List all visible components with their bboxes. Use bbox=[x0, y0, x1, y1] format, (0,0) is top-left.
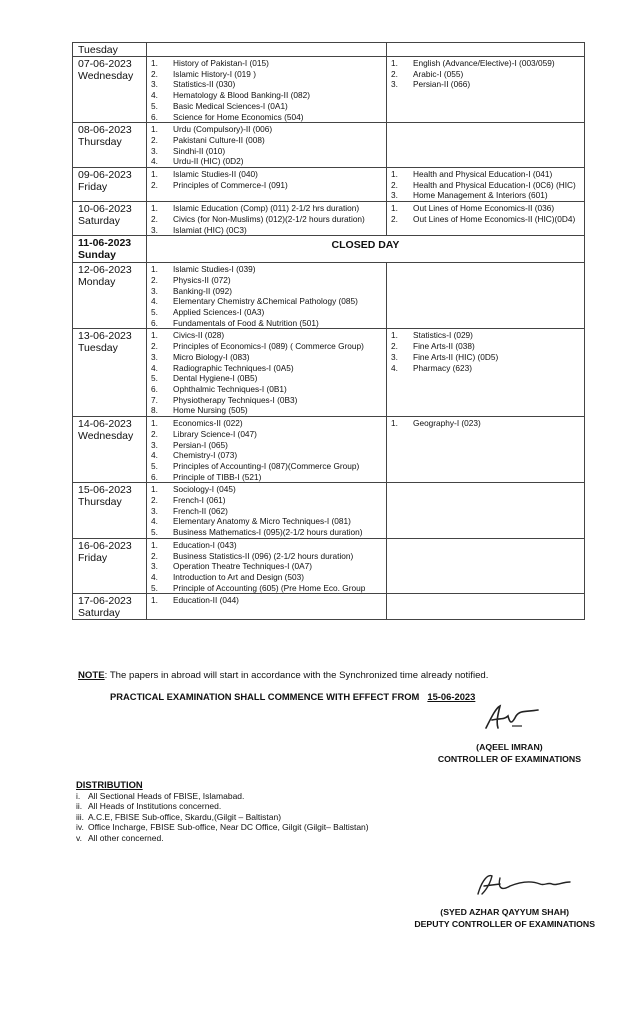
paper-title: French-I (061) bbox=[173, 495, 226, 506]
morning-papers bbox=[147, 329, 387, 417]
schedule-row bbox=[73, 57, 585, 123]
exam-date: 08-06-2023 bbox=[78, 124, 132, 137]
paper-number: 6. bbox=[151, 383, 158, 394]
paper-item bbox=[147, 156, 386, 167]
paper-item bbox=[147, 472, 386, 483]
paper-title: Introduction to Art and Design (503) bbox=[173, 571, 304, 582]
paper-item bbox=[387, 69, 584, 80]
paper-title: Urdu (Compulsory)-II (006) bbox=[173, 124, 273, 135]
paper-number: 1. bbox=[151, 418, 158, 429]
paper-number: 4. bbox=[151, 296, 158, 307]
paper-number: 5. bbox=[151, 582, 158, 593]
schedule-row bbox=[73, 236, 585, 263]
paper-number: 2. bbox=[151, 213, 158, 224]
distribution-text: Office Incharge, FBISE Sub-office, Near DC Office, Gilgit (Gilgit– Baltistan) bbox=[88, 822, 369, 833]
exam-day: Monday bbox=[78, 276, 116, 289]
morning-papers bbox=[147, 57, 387, 123]
paper-item bbox=[147, 352, 386, 363]
exam-date: 07-06-2023 bbox=[78, 58, 132, 70]
date-cell bbox=[73, 202, 147, 236]
paper-item bbox=[147, 90, 386, 101]
paper-number: 4. bbox=[151, 156, 158, 167]
paper-item bbox=[387, 180, 584, 191]
paper-item bbox=[147, 169, 386, 180]
paper-number: 2. bbox=[151, 274, 158, 285]
morning-papers bbox=[147, 594, 387, 620]
paper-number: 3. bbox=[151, 351, 158, 362]
paper-number: 2. bbox=[391, 179, 398, 190]
paper-title: Civics (for Non-Muslims) (012)(2-1/2 hours duration) bbox=[173, 213, 365, 224]
paper-number: 1. bbox=[391, 330, 398, 341]
exam-day: Wednesday bbox=[78, 430, 134, 443]
paper-title: Basic Medical Sciences-I (0A1) bbox=[173, 100, 288, 111]
paper-item bbox=[147, 296, 386, 307]
paper-number: 4. bbox=[151, 516, 158, 527]
paper-item bbox=[147, 461, 386, 472]
evening-papers bbox=[387, 202, 585, 236]
evening-papers bbox=[387, 594, 585, 620]
morning-papers bbox=[147, 417, 387, 483]
paper-number: 3. bbox=[151, 561, 158, 572]
paper-number: 1. bbox=[391, 169, 398, 180]
paper-title: Fundamentals of Food & Nutrition (501) bbox=[173, 317, 319, 328]
schedule-row bbox=[73, 483, 585, 539]
paper-title: Science for Home Economics (504) bbox=[173, 111, 304, 122]
deputy-name: (SYED AZHAR QAYYUM SHAH) bbox=[440, 907, 570, 917]
paper-title: Operation Theatre Techniques-I (0A7) bbox=[173, 561, 312, 572]
paper-item bbox=[147, 112, 386, 123]
evening-papers bbox=[387, 123, 585, 168]
date-cell bbox=[73, 43, 147, 57]
paper-item bbox=[147, 516, 386, 527]
deputy-signature bbox=[470, 868, 580, 902]
paper-number: 1. bbox=[151, 484, 158, 495]
distribution-item bbox=[76, 791, 369, 802]
distribution-text: All Sectional Heads of FBISE, Islamabad. bbox=[88, 790, 245, 801]
date-cell bbox=[73, 483, 147, 539]
paper-number: 3. bbox=[151, 79, 158, 90]
paper-item bbox=[387, 363, 584, 374]
paper-number: 2. bbox=[151, 550, 158, 561]
evening-papers bbox=[387, 43, 585, 57]
paper-title: Islamiat (HIC) (0C3) bbox=[173, 224, 247, 235]
paper-item bbox=[147, 135, 386, 146]
evening-papers bbox=[387, 483, 585, 539]
paper-item bbox=[147, 203, 386, 214]
paper-title: English (Advance/Elective)-I (003/059) bbox=[413, 58, 555, 68]
paper-title: Statistics-I (029) bbox=[413, 330, 473, 341]
paper-item bbox=[147, 225, 386, 236]
paper-title: Pakistani Culture-II (008) bbox=[173, 134, 265, 145]
paper-number: 5. bbox=[151, 460, 158, 471]
morning-papers bbox=[147, 43, 387, 57]
morning-papers bbox=[147, 168, 387, 202]
paper-title: Education-I (043) bbox=[173, 539, 237, 550]
paper-title: Chemistry-I (073) bbox=[173, 450, 238, 461]
distribution-item bbox=[76, 812, 369, 823]
note bbox=[78, 670, 488, 681]
paper-number: 3. bbox=[151, 285, 158, 296]
paper-number: 6. bbox=[151, 111, 158, 122]
distribution-numeral: v. bbox=[76, 832, 82, 843]
paper-number: 2. bbox=[391, 341, 398, 352]
paper-item bbox=[147, 418, 386, 429]
paper-number: 1. bbox=[391, 203, 398, 214]
paper-item bbox=[147, 330, 386, 341]
practical-date: 15-06-2023 bbox=[427, 691, 476, 702]
paper-title: Applied Sciences-I (0A3) bbox=[173, 307, 265, 318]
distribution bbox=[76, 780, 369, 844]
paper-title: Ophthalmic Techniques-I (0B1) bbox=[173, 383, 287, 394]
paper-title: Fine Arts-II (038) bbox=[413, 341, 475, 352]
date-cell bbox=[73, 594, 147, 620]
paper-number: 1. bbox=[151, 203, 158, 214]
paper-title: Radiographic Techniques-I (0A5) bbox=[173, 362, 294, 373]
paper-number: 4. bbox=[151, 362, 158, 373]
paper-title: Civics-II (028) bbox=[173, 330, 225, 341]
paper-title: Sociology-I (045) bbox=[173, 484, 236, 495]
paper-number: 3. bbox=[391, 190, 398, 201]
paper-number: 3. bbox=[391, 351, 398, 362]
paper-number: 3. bbox=[151, 439, 158, 450]
paper-title: Islamic Studies-II (040) bbox=[173, 169, 258, 180]
paper-number: 2. bbox=[391, 213, 398, 224]
paper-item bbox=[387, 341, 584, 352]
paper-title: Banking-II (092) bbox=[173, 285, 233, 296]
exam-day: Thursday bbox=[78, 136, 122, 149]
paper-title: Sindhi-II (010) bbox=[173, 145, 226, 156]
paper-number: 1. bbox=[151, 169, 158, 180]
date-cell bbox=[73, 123, 147, 168]
paper-item bbox=[147, 572, 386, 583]
paper-number: 1. bbox=[151, 58, 158, 68]
exam-date: 14-06-2023 bbox=[78, 418, 132, 431]
paper-item bbox=[387, 203, 584, 214]
paper-number: 8. bbox=[151, 405, 158, 416]
paper-number: 1. bbox=[151, 595, 158, 606]
paper-number: 6. bbox=[151, 471, 158, 482]
distribution-item bbox=[76, 822, 369, 833]
distribution-text: All other concerned. bbox=[88, 832, 164, 843]
paper-number: 5. bbox=[151, 527, 158, 538]
paper-title: Fine Arts-II (HIC) (0D5) bbox=[413, 351, 499, 362]
paper-item bbox=[387, 169, 584, 180]
exam-date: 12-06-2023 bbox=[78, 264, 132, 277]
paper-item bbox=[147, 484, 386, 495]
paper-number: 2. bbox=[151, 341, 158, 352]
paper-title: Home Nursing (505) bbox=[173, 405, 248, 416]
paper-number: 1. bbox=[151, 330, 158, 341]
exam-date: 09-06-2023 bbox=[78, 169, 132, 182]
paper-title: Principle of Accounting (605) (Pre Home Eco. Group bbox=[173, 582, 366, 593]
paper-item bbox=[147, 58, 386, 69]
exam-date: 11-06-2023 bbox=[78, 237, 132, 250]
paper-title: Dental Hygiene-I (0B5) bbox=[173, 373, 258, 384]
date-cell bbox=[73, 329, 147, 417]
paper-number: 2. bbox=[151, 68, 158, 79]
distribution-title: DISTRIBUTION bbox=[76, 779, 143, 790]
evening-papers bbox=[387, 329, 585, 417]
paper-title: Statistics-II (030) bbox=[173, 79, 236, 90]
schedule-row bbox=[73, 43, 585, 57]
paper-title: Persian-I (065) bbox=[173, 439, 228, 450]
evening-papers bbox=[387, 168, 585, 202]
evening-papers bbox=[387, 57, 585, 123]
deputy-block bbox=[414, 906, 595, 930]
paper-item bbox=[387, 352, 584, 363]
paper-item bbox=[147, 79, 386, 90]
schedule-row bbox=[73, 263, 585, 329]
paper-item bbox=[147, 275, 386, 286]
practical-notice bbox=[110, 691, 475, 702]
paper-item bbox=[147, 506, 386, 517]
distribution-item bbox=[76, 801, 369, 812]
date-cell bbox=[73, 236, 147, 263]
paper-item bbox=[387, 190, 584, 201]
paper-number: 2. bbox=[151, 495, 158, 506]
paper-title: Islamic History-I (019 ) bbox=[173, 68, 256, 79]
paper-number: 7. bbox=[151, 394, 158, 405]
exam-day: Friday bbox=[78, 551, 108, 564]
paper-number: 3. bbox=[391, 79, 398, 90]
paper-title: Principles of Economics-I (089) ( Commerce Group) bbox=[173, 341, 364, 352]
exam-date: 13-06-2023 bbox=[78, 330, 132, 343]
paper-item bbox=[387, 214, 584, 225]
date-cell bbox=[73, 417, 147, 483]
paper-item bbox=[147, 363, 386, 374]
exam-day: Tuesday bbox=[78, 44, 118, 56]
paper-item bbox=[147, 405, 386, 416]
exam-day: Wednesday bbox=[78, 70, 134, 82]
paper-item bbox=[147, 341, 386, 352]
paper-item bbox=[147, 214, 386, 225]
distribution-list bbox=[76, 791, 369, 844]
schedule-row bbox=[73, 168, 585, 202]
paper-title: Micro Biology-I (083) bbox=[173, 351, 250, 362]
date-sheet-body bbox=[73, 43, 585, 620]
date-cell bbox=[73, 168, 147, 202]
paper-item bbox=[387, 330, 584, 341]
paper-item bbox=[147, 146, 386, 157]
paper-number: 1. bbox=[391, 418, 398, 429]
paper-item bbox=[147, 440, 386, 451]
paper-item bbox=[387, 58, 584, 69]
morning-papers bbox=[147, 202, 387, 236]
distribution-numeral: i. bbox=[76, 790, 81, 801]
controller-title: CONTROLLER OF EXAMINATIONS bbox=[437, 754, 581, 764]
paper-title: Out Lines of Home Economics-II (036) bbox=[413, 203, 555, 214]
paper-number: 1. bbox=[151, 124, 158, 135]
paper-number: 2. bbox=[151, 134, 158, 145]
distribution-numeral: ii. bbox=[76, 801, 83, 812]
paper-title: Health and Physical Education-I (0C6) (HIC) bbox=[413, 179, 576, 190]
paper-item bbox=[147, 101, 386, 112]
paper-item bbox=[147, 551, 386, 562]
paper-title: Arabic-I (055) bbox=[413, 68, 464, 79]
closed-day-label: CLOSED DAY bbox=[147, 236, 585, 263]
distribution-text: All Heads of Institutions concerned. bbox=[88, 801, 222, 812]
morning-papers bbox=[147, 263, 387, 329]
paper-number: 4. bbox=[151, 90, 158, 101]
paper-number: 2. bbox=[391, 68, 398, 79]
paper-number: 3. bbox=[151, 505, 158, 516]
paper-item bbox=[147, 429, 386, 440]
paper-number: 1. bbox=[151, 264, 158, 275]
paper-title: Urdu-II (HIC) (0D2) bbox=[173, 156, 244, 167]
date-cell bbox=[73, 263, 147, 329]
distribution-item bbox=[76, 833, 369, 844]
evening-papers bbox=[387, 263, 585, 329]
date-cell bbox=[73, 57, 147, 123]
morning-papers bbox=[147, 483, 387, 539]
paper-title: Geography-I (023) bbox=[413, 418, 481, 429]
paper-number: 5. bbox=[151, 307, 158, 318]
evening-papers bbox=[387, 538, 585, 594]
exam-day: Tuesday bbox=[78, 342, 118, 355]
exam-date: 15-06-2023 bbox=[78, 484, 132, 497]
schedule-row bbox=[73, 594, 585, 620]
deputy-title: DEPUTY CONTROLLER OF EXAMINATIONS bbox=[414, 919, 595, 929]
evening-papers bbox=[387, 417, 585, 483]
paper-number: 5. bbox=[151, 100, 158, 111]
exam-day: Saturday bbox=[78, 215, 121, 228]
paper-number: 2. bbox=[151, 428, 158, 439]
paper-title: Physiotherapy Techniques-I (0B3) bbox=[173, 394, 298, 405]
paper-item bbox=[147, 264, 386, 275]
paper-item bbox=[147, 307, 386, 318]
paper-title: Physics-II (072) bbox=[173, 274, 231, 285]
exam-date: 16-06-2023 bbox=[78, 539, 132, 552]
schedule-row bbox=[73, 202, 585, 236]
paper-item bbox=[387, 79, 584, 90]
paper-number: 4. bbox=[391, 362, 398, 373]
paper-item bbox=[147, 561, 386, 572]
paper-title: Persian-II (066) bbox=[413, 79, 471, 90]
paper-number: 2. bbox=[151, 179, 158, 190]
paper-title: History of Pakistan-I (015) bbox=[173, 58, 269, 68]
paper-item bbox=[147, 69, 386, 80]
paper-number: 4. bbox=[151, 450, 158, 461]
paper-item bbox=[387, 418, 584, 429]
paper-title: Education-II (044) bbox=[173, 595, 239, 606]
paper-number: 4. bbox=[151, 571, 158, 582]
exam-day: Saturday bbox=[78, 607, 121, 620]
morning-papers bbox=[147, 538, 387, 594]
paper-item bbox=[147, 286, 386, 297]
exam-date: 17-06-2023 bbox=[78, 595, 132, 608]
paper-item bbox=[147, 527, 386, 538]
distribution-numeral: iii. bbox=[76, 811, 85, 822]
paper-title: Elementary Anatomy & Micro Techniques-I (081) bbox=[173, 516, 351, 527]
paper-title: Pharmacy (623) bbox=[413, 362, 473, 373]
paper-title: Business Mathematics-I (095)(2-1/2 hours duration) bbox=[173, 527, 363, 538]
morning-papers bbox=[147, 123, 387, 168]
paper-item bbox=[147, 595, 386, 606]
paper-item bbox=[147, 180, 386, 191]
controller-signature bbox=[482, 702, 542, 734]
paper-title: French-II (062) bbox=[173, 505, 228, 516]
paper-item bbox=[147, 373, 386, 384]
exam-day: Sunday bbox=[78, 249, 116, 262]
paper-title: Home Management & Interiors (601) bbox=[413, 190, 548, 201]
paper-number: 1. bbox=[151, 539, 158, 550]
paper-title: Health and Physical Education-I (041) bbox=[413, 169, 553, 180]
paper-title: Elementary Chemistry &Chemical Pathology (085) bbox=[173, 296, 358, 307]
exam-date: 10-06-2023 bbox=[78, 203, 132, 216]
paper-number: 1. bbox=[391, 58, 398, 68]
paper-item bbox=[147, 124, 386, 135]
paper-title: Economics-II (022) bbox=[173, 418, 243, 429]
paper-title: Islamic Education (Comp) (011) 2-1/2 hrs duration) bbox=[173, 203, 360, 214]
distribution-numeral: iv. bbox=[76, 822, 84, 833]
paper-title: Principle of TIBB-I (521) bbox=[173, 471, 262, 482]
schedule-row bbox=[73, 538, 585, 594]
note-label: NOTE bbox=[78, 670, 105, 681]
paper-title: Principles of Accounting-I (087)(Commerce Group) bbox=[173, 460, 360, 471]
paper-item bbox=[147, 540, 386, 551]
paper-number: 3. bbox=[151, 145, 158, 156]
paper-item bbox=[147, 583, 386, 594]
paper-title: Business Statistics-II (096) (2-1/2 hours duration) bbox=[173, 550, 354, 561]
controller-block bbox=[438, 741, 581, 765]
practical-text: PRACTICAL EXAMINATION SHALL COMMENCE WITH EFFECT FROM bbox=[110, 691, 420, 702]
paper-title: Out Lines of Home Economics-II (HIC)(0D4) bbox=[413, 213, 576, 224]
note-text: : The papers in abroad will start in accordance with the Synchronized time already notified. bbox=[104, 670, 489, 681]
schedule-row bbox=[73, 123, 585, 168]
paper-title: Library Science-I (047) bbox=[173, 428, 257, 439]
paper-title: Islamic Studies-I (039) bbox=[173, 264, 256, 275]
date-cell bbox=[73, 538, 147, 594]
paper-number: 3. bbox=[151, 224, 158, 235]
paper-item bbox=[147, 384, 386, 395]
paper-item bbox=[147, 450, 386, 461]
exam-day: Thursday bbox=[78, 496, 122, 509]
schedule-row bbox=[73, 329, 585, 417]
paper-title: Hematology & Blood Banking-II (082) bbox=[173, 90, 310, 101]
paper-item bbox=[147, 495, 386, 506]
date-sheet-table bbox=[72, 42, 585, 620]
paper-number: 5. bbox=[151, 373, 158, 384]
paper-item bbox=[147, 395, 386, 406]
controller-name: (AQEEL IMRAN) bbox=[476, 742, 543, 752]
paper-number: 6. bbox=[151, 317, 158, 328]
paper-item bbox=[147, 318, 386, 329]
exam-day: Friday bbox=[78, 181, 108, 194]
distribution-text: A.C.E, FBISE Sub-office, Skardu,(Gilgit – Baltistan) bbox=[88, 811, 282, 822]
paper-title: Principles of Commerce-I (091) bbox=[173, 179, 288, 190]
schedule-row bbox=[73, 417, 585, 483]
